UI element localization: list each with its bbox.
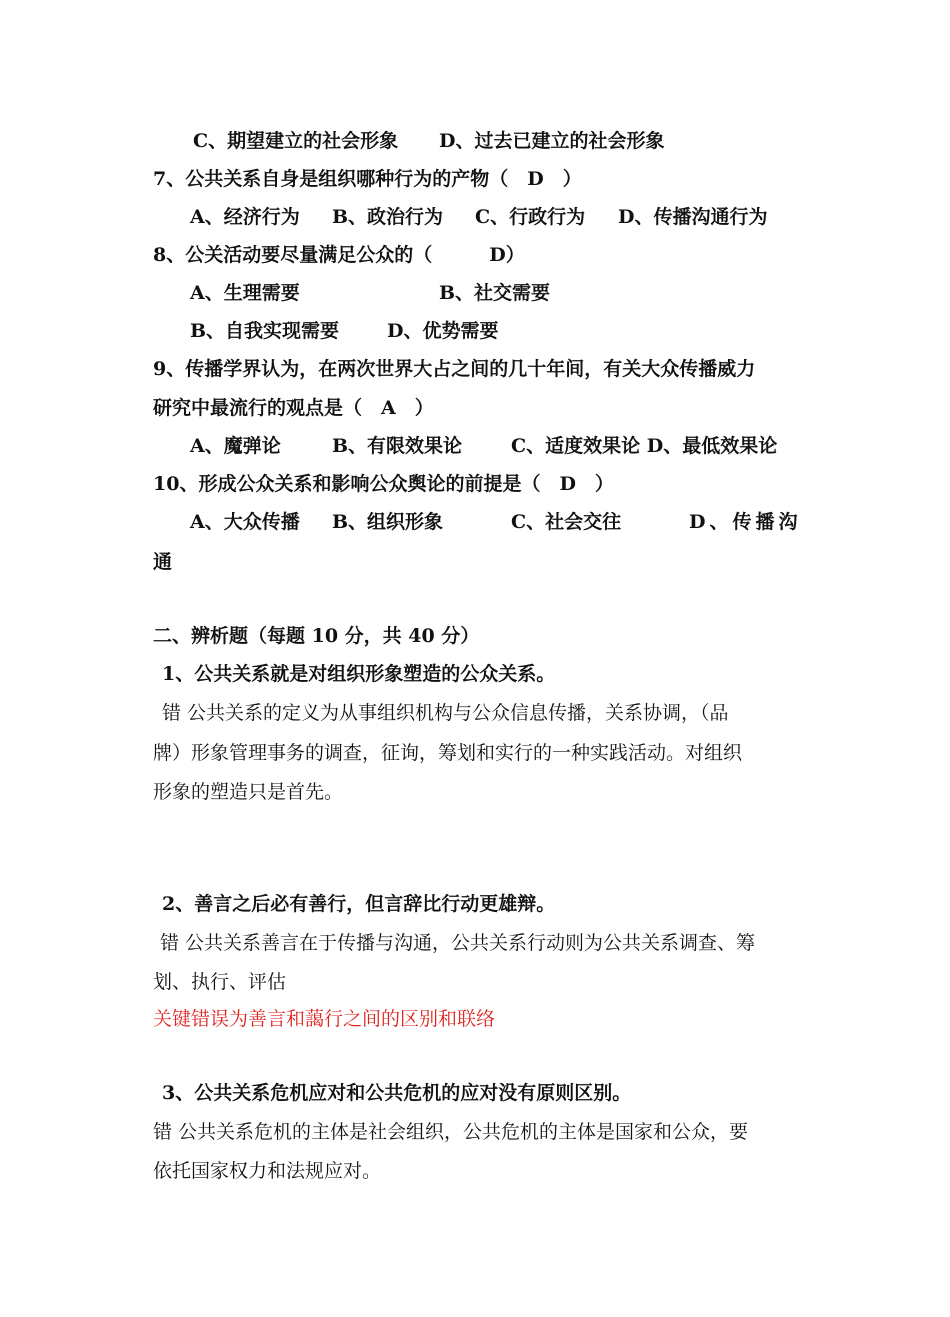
q7-option-c: C、行政行为 <box>475 206 586 228</box>
item2-question: 2、善言之后必有善行，但言辞比行动更雄辩。 <box>162 893 556 915</box>
q10-option-d: D、传播沟 <box>689 511 802 533</box>
q7-option-d: D、传播沟通行为 <box>618 206 768 228</box>
item2-answer-line2: 划、执行、评估 <box>153 971 287 993</box>
item3-answer-line1: 错 公共关系危机的主体是社会组织，公共危机的主体是国家和公众，要 <box>153 1121 749 1143</box>
q10-option-a: A、大众传播 <box>190 511 300 533</box>
q9-option-b: B、有限效果论 <box>332 435 463 457</box>
q10-option-c: C、社会交往 <box>511 511 622 533</box>
item2-answer-line1: 错 公共关系善言在于传播与沟通，公共关系行动则为公共关系调查、筹 <box>160 932 756 954</box>
item1-answer-line1: 错 公共关系的定义为从事组织机构与公众信息传播，关系协调，（品 <box>162 702 729 724</box>
q7-option-a: A、经济行为 <box>190 206 300 228</box>
q8-option-b: B、社交需要 <box>439 282 551 304</box>
item3-question: 3、公共关系危机应对和公共危机的应对没有原则区别。 <box>162 1082 632 1104</box>
q10-option-d-continued: 通 <box>153 551 173 573</box>
q9-option-a: A、魔弹论 <box>190 435 281 457</box>
section2-heading: 二、辨析题（每题 10 分，共 40 分） <box>153 625 480 647</box>
item1-question: 1、公共关系就是对组织形象塑造的公众关系。 <box>162 663 556 685</box>
q6-option-d: D、过去已建立的社会形象 <box>439 130 665 152</box>
q8-stem: 8、公关活动要尽量满足公众的（ D） <box>153 244 525 266</box>
item1-answer-line3: 形象的塑造只是首先。 <box>153 781 344 803</box>
q10-stem: 10、形成公众关系和影响公众舆论的前提是（ D ） <box>153 473 614 495</box>
q8-option-d: D、优势需要 <box>387 320 499 342</box>
q7-stem: 7、公共关系自身是组织哪种行为的产物（ D ） <box>153 168 582 190</box>
q9-option-cd: C、适度效果论 D、最低效果论 <box>511 435 778 457</box>
q10-option-b: B、组织形象 <box>332 511 444 533</box>
item3-answer-line2: 依托国家权力和法规应对。 <box>153 1160 382 1182</box>
q9-stem-line1: 9、传播学界认为，在两次世界大占之间的几十年间，有关大众传播威力 <box>153 358 756 380</box>
q9-stem-line2: 研究中最流行的观点是（ A ） <box>153 397 434 419</box>
item1-answer-line2: 牌）形象管理事务的调查，征询，筹划和实行的一种实践活动。对组织 <box>153 742 743 764</box>
item2-note: 关键错误为善言和藹行之间的区别和联络 <box>153 1008 496 1030</box>
q8-option-b2: B、自我实现需要 <box>190 320 340 342</box>
q6-option-c: C、期望建立的社会形象 <box>193 130 399 152</box>
q7-option-b: B、政治行为 <box>332 206 444 228</box>
q8-option-a: A、生理需要 <box>190 282 300 304</box>
